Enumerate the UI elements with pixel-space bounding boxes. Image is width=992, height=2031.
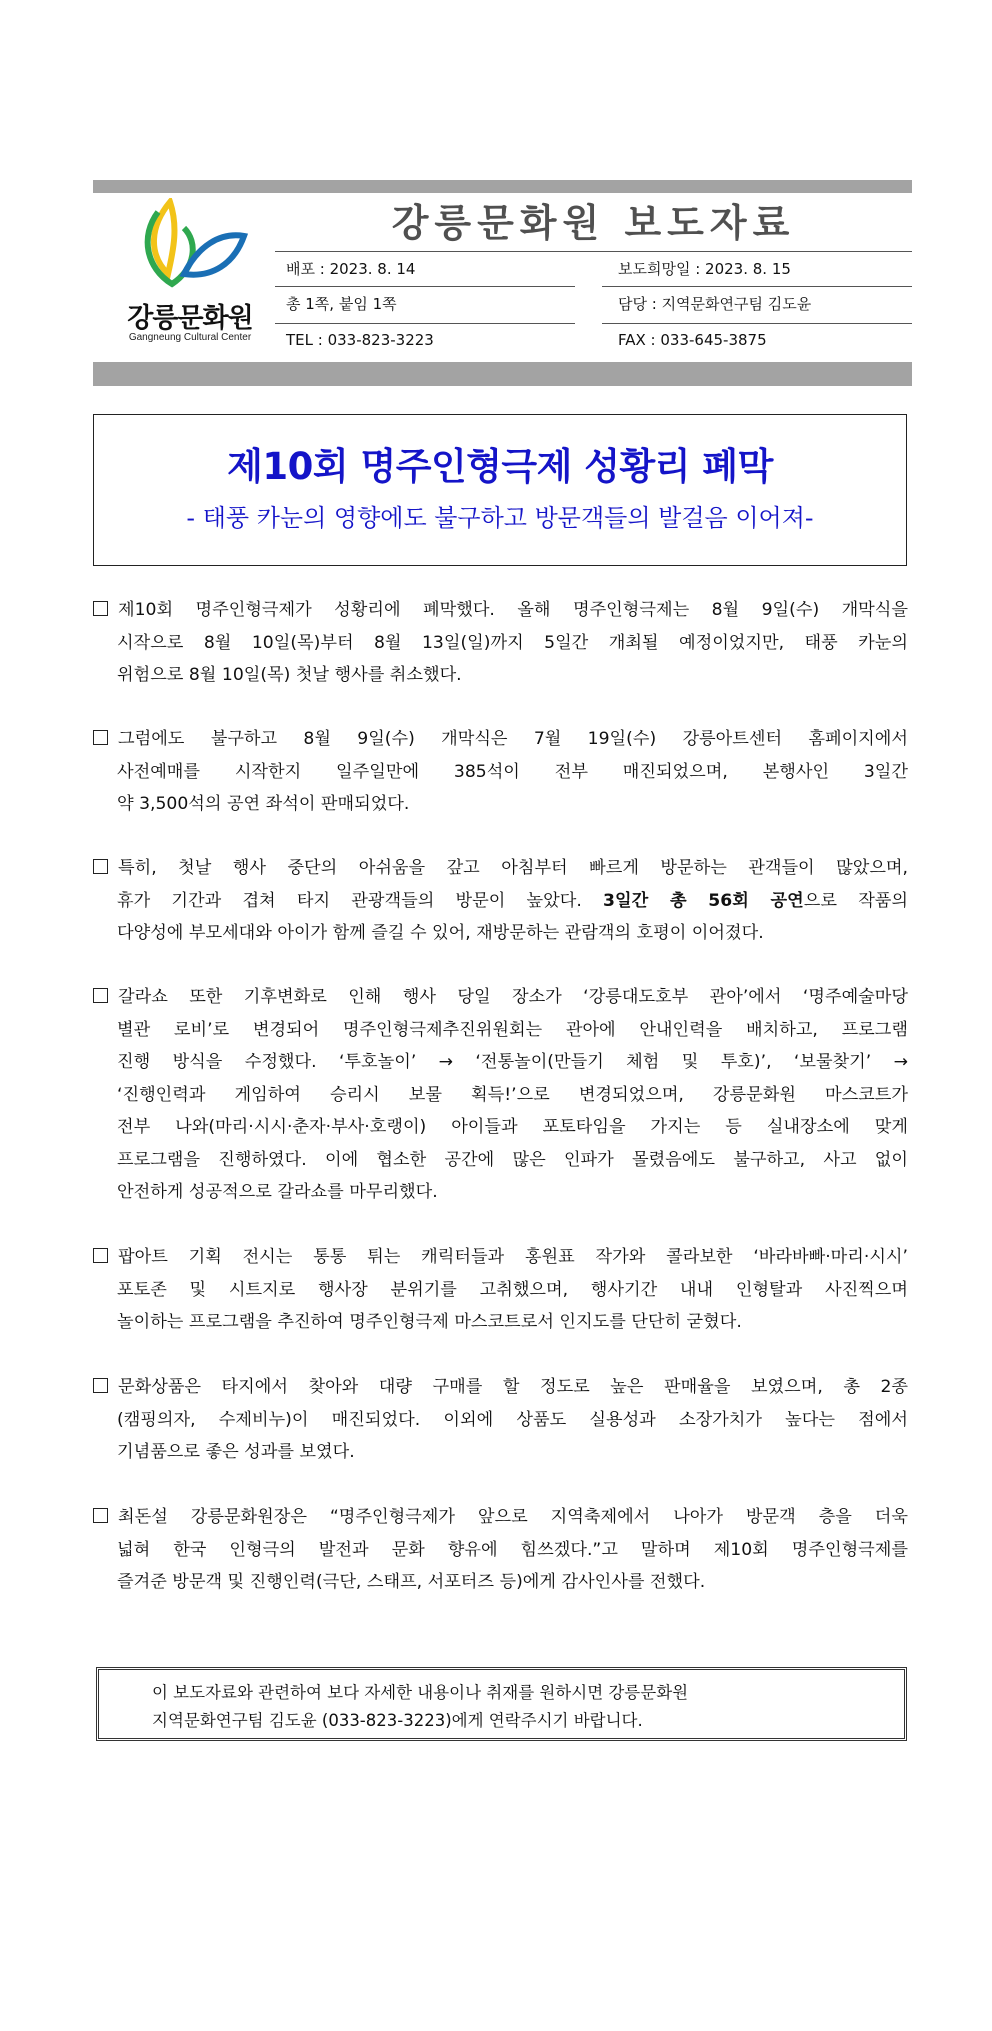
info-divider: [275, 286, 575, 287]
info-divider: [275, 323, 575, 324]
headline-title: 제10회 명주인형극제 성황리 폐막: [227, 445, 773, 488]
paragraph-line: 팝아트 기획 전시는 통통 튀는 캐릭터들과 홍원표 작가와 콜라보한 ‘바라바빠·마리·시시’: [118, 1247, 908, 1267]
headline-subtitle: - 태풍 카눈의 영향에도 불구하고 방문객들의 발걸음 이어져-: [186, 504, 814, 532]
page-count: 총 1쪽, 붙임 1쪽: [286, 295, 397, 313]
checkbox-bullet-icon: [93, 1508, 108, 1523]
paragraph: [93, 723, 908, 821]
paragraph: [93, 1371, 908, 1469]
paragraph-line: 프로그램을 진행하였다. 이에 협소한 공간에 많은 인파가 몰렸음에도 불구하고, 사고 없이: [117, 1149, 908, 1170]
header-bottom-band: [93, 362, 912, 386]
paragraph-line: (캠핑의자, 수제비누)이 매진되었다. 이외에 상품도 실용성과 소장가치가 높다는 점에서: [117, 1409, 908, 1430]
paragraph-line: 즐겨준 방문객 및 진행인력(극단, 스태프, 서포터즈 등)에게 감사인사를 전했다.: [117, 1572, 706, 1592]
paragraph-line: 기념품으로 좋은 성과를 보였다.: [117, 1442, 355, 1462]
paragraph-line: 갈라쇼 또한 기후변화로 인해 행사 당일 장소가 ‘강릉대도호부 관아’에서 ‘명주예술마당: [118, 987, 908, 1007]
paragraph-line: 위험으로 8월 10일(목) 첫날 행사를 취소했다.: [117, 665, 462, 685]
highlight-performances: 3일간 총 56회 공연: [603, 890, 804, 911]
paragraph-line: 제10회 명주인형극제가 성황리에 폐막했다. 올해 명주인형극제는 8월 9일(수) 개막식을: [118, 600, 908, 620]
paragraph: [93, 1501, 908, 1599]
logo-name: 강릉문화원: [127, 303, 253, 334]
checkbox-bullet-icon: [93, 1248, 108, 1263]
contact-person: 담당 : 지역문화연구팀 김도윤: [618, 295, 812, 313]
info-divider: [602, 323, 912, 324]
paragraph-line: 문화상품은 타지에서 찾아와 대량 구매를 할 정도로 높은 판매율을 보였으며, 총 2종: [118, 1377, 908, 1397]
paragraph-line: 안전하게 성공적으로 갈라쇼를 마무리했다.: [117, 1182, 438, 1202]
paragraph-line: 사전예매를 시작한지 일주일만에 385석이 전부 매진되었으며, 본행사인 3일간: [117, 761, 908, 782]
checkbox-bullet-icon: [93, 859, 108, 874]
contact-note-line: 이 보도자료와 관련하여 보다 자세한 내용이나 취재를 원하시면 강릉문화원: [152, 1683, 689, 1702]
paragraph-line: 약 3,500석의 공연 좌석이 판매되었다.: [117, 794, 410, 814]
paragraph: [93, 1241, 908, 1339]
paragraph-line: 특히, 첫날 행사 중단의 아쉬움을 갚고 아침부터 빠르게 방문하는 관객들이 많았으며,: [118, 858, 908, 878]
header-top-band: [93, 180, 912, 193]
paragraph-line: 별관 로비’로 변경되어 명주인형극제추진위원회는 관아에 안내인력을 배치하고, 프로그램: [117, 1019, 908, 1040]
checkbox-bullet-icon: [93, 988, 108, 1003]
paragraph-line: 전부 나와(마리·시시·춘자·부사·호랭이) 아이들과 포토타임을 가지는 등 실내장소에 맞게: [117, 1117, 908, 1137]
paragraph-line: 휴가 기간과 겹쳐 타지 관광객들의 방문이 높았다.: [117, 890, 582, 911]
paragraph-line-tail: 으로 작품의: [803, 890, 908, 911]
paragraph: [93, 852, 908, 950]
paragraph: [93, 981, 908, 1209]
paragraph-line: 최돈설 강릉문화원장은 “명주인형극제가 앞으로 지역축제에서 나아가 방문객 층을 더욱: [118, 1507, 908, 1527]
paragraph-line: 시작으로 8월 10일(목)부터 8월 13일(일)까지 5일간 개최될 예정이었지만, 태풍 카눈의: [117, 632, 908, 653]
organization-logo: [110, 196, 270, 356]
checkbox-bullet-icon: [93, 730, 108, 745]
paragraph-line: 넓혀 한국 인형극의 발전과 문화 향유에 힘쓰겠다.”고 말하며 제10회 명주인형극제를: [117, 1539, 908, 1560]
checkbox-bullet-icon: [93, 1378, 108, 1393]
embargo-date: 보도희망일 : 2023. 8. 15: [618, 260, 791, 278]
contact-note-line: 지역문화연구팀 김도윤 (033-823-3223)에게 연락주시기 바랍니다.: [152, 1711, 643, 1730]
document-title: 강릉문화원 보도자료: [391, 201, 796, 245]
info-divider: [275, 251, 912, 252]
paragraph-line: 진행 방식을 수정했다. ‘투호놀이’ → ‘전통놀이(만들기 체험 및 투호)’, ‘보물찾기’ →: [117, 1052, 908, 1072]
logo-subtitle: Gangneung Cultural Center: [128, 332, 252, 343]
leaf-logo-icon: [138, 198, 248, 296]
info-divider: [602, 286, 912, 287]
headline-box: [93, 414, 907, 566]
paragraph-line: 그럼에도 불구하고 8월 9일(수) 개막식은 7월 19일(수) 강릉아트센터 홈페이지에서: [118, 729, 908, 749]
contact-note-box: [96, 1667, 907, 1741]
paragraph-line: 포토존 및 시트지로 행사장 분위기를 고취했으며, 행사기간 내내 인형탈과 사진찍으며: [117, 1279, 908, 1300]
fax: FAX : 033-645-3875: [618, 331, 767, 349]
checkbox-bullet-icon: [93, 601, 108, 616]
paragraph-line: 다양성에 부모세대와 아이가 함께 즐길 수 있어, 재방문하는 관람객의 호평이 이어졌다.: [117, 923, 764, 943]
paragraph-line: 놀이하는 프로그램을 추진하여 명주인형극제 마스코트로서 인지도를 단단히 굳혔다.: [117, 1312, 742, 1332]
paragraph-line: ‘진행인력과 게임하여 승리시 보물 획득!’으로 변경되었으며, 강릉문화원 마스코트가: [117, 1084, 908, 1105]
release-date: 배포 : 2023. 8. 14: [286, 260, 416, 278]
telephone: TEL : 033-823-3223: [286, 331, 434, 349]
paragraph: [93, 594, 908, 692]
